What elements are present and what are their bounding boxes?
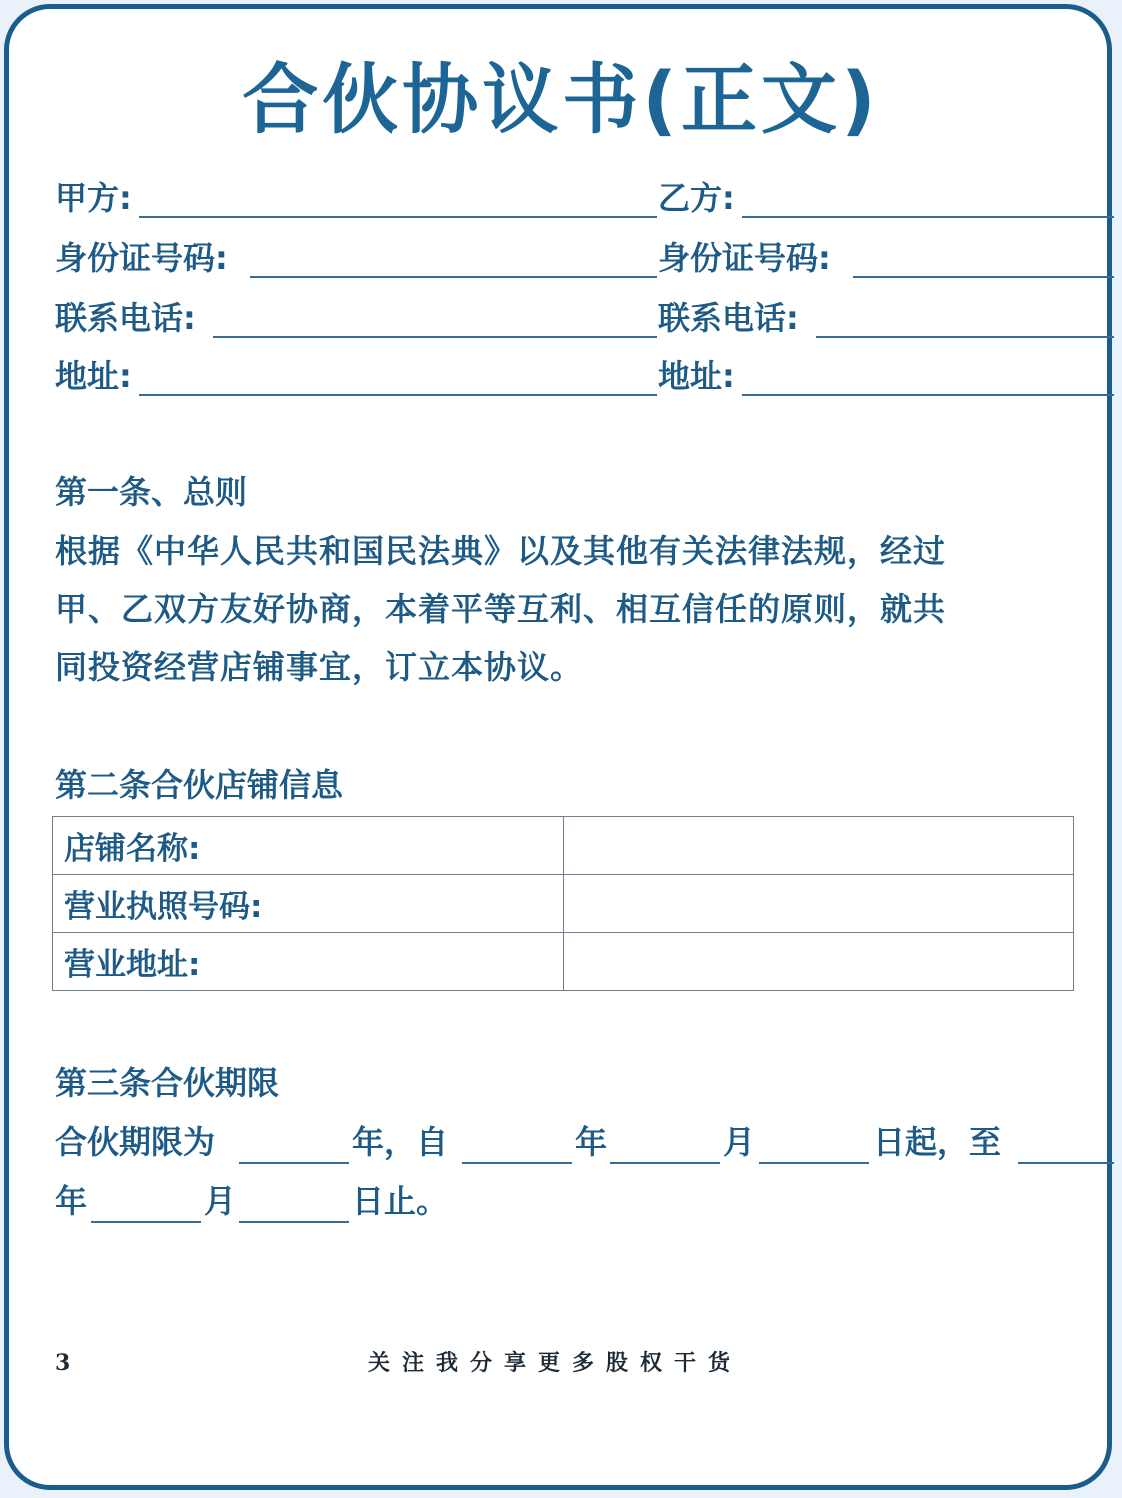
end-month-blank[interactable] xyxy=(91,1221,201,1223)
party-b-id-field[interactable] xyxy=(658,238,1114,278)
document-sheet xyxy=(4,4,1112,1490)
shop-name-label: 店铺名称: xyxy=(53,817,564,875)
business-address-value[interactable] xyxy=(564,933,1074,991)
article3-heading: 第三条合伙期限 xyxy=(55,1064,280,1102)
table-row xyxy=(53,875,1074,933)
shop-name-value[interactable] xyxy=(564,817,1074,875)
party-a-id-field[interactable] xyxy=(55,238,657,278)
party-a-phone-label: 联系电话: xyxy=(55,299,196,337)
party-a-phone-blank[interactable] xyxy=(213,336,657,338)
article1-body xyxy=(55,522,1065,696)
start-year-blank[interactable] xyxy=(462,1162,572,1164)
start-day-blank[interactable] xyxy=(759,1162,869,1164)
party-b-id-blank[interactable] xyxy=(853,276,1114,278)
party-b-phone-field[interactable] xyxy=(658,298,1114,338)
end-year-blank-a[interactable] xyxy=(1018,1162,1114,1164)
license-number-label: 营业执照号码: xyxy=(53,875,564,933)
end-year-unit: 年 xyxy=(55,1182,88,1220)
article1-heading: 第一条、总则 xyxy=(55,473,248,511)
table-row xyxy=(53,933,1074,991)
article1-line: 同投资经营店铺事宜，订立本协议。 xyxy=(55,648,584,686)
end-day-unit: 日止。 xyxy=(352,1182,449,1220)
article1-line: 根据《中华人民共和国民法典》以及其他有关法律法规，经过 xyxy=(55,532,947,570)
party-b-name-label: 乙方: xyxy=(658,179,735,217)
start-month-unit: 月 xyxy=(723,1123,756,1161)
term-years-blank[interactable] xyxy=(239,1162,349,1164)
party-b-name-field[interactable] xyxy=(658,178,1114,218)
end-month-unit: 月 xyxy=(204,1182,237,1220)
page-number: 3 xyxy=(55,1350,71,1376)
business-address-label: 营业地址: xyxy=(53,933,564,991)
shop-info-table xyxy=(52,816,1074,991)
party-a-name-label: 甲方: xyxy=(55,179,132,217)
footer-note: 关注我分享更多股权干货 xyxy=(368,1351,743,1376)
party-a-id-blank[interactable] xyxy=(250,276,657,278)
license-number-value[interactable] xyxy=(564,875,1074,933)
party-a-phone-field[interactable] xyxy=(55,298,657,338)
party-a-name-field[interactable] xyxy=(55,178,657,218)
end-day-blank[interactable] xyxy=(239,1221,349,1223)
term-prefix: 合伙期限为 xyxy=(55,1123,216,1161)
party-a-address-blank[interactable] xyxy=(139,394,657,396)
start-year-unit: 年 xyxy=(575,1123,608,1161)
start-month-blank[interactable] xyxy=(610,1162,720,1164)
party-b-phone-blank[interactable] xyxy=(816,336,1114,338)
party-a-id-label: 身份证号码: xyxy=(55,239,228,277)
party-a-name-blank[interactable] xyxy=(139,216,657,218)
party-b-id-label: 身份证号码: xyxy=(658,239,831,277)
article1-line: 甲、乙双方友好协商，本着平等互利、相互信任的原则，就共 xyxy=(55,590,947,628)
start-day-unit: 日起，至 xyxy=(873,1123,1002,1161)
party-b-address-blank[interactable] xyxy=(742,394,1114,396)
article2-heading: 第二条合伙店铺信息 xyxy=(55,766,344,804)
party-b-address-label: 地址: xyxy=(658,357,735,395)
term-years-unit: 年，自 xyxy=(352,1123,449,1161)
page-title: 合伙协议书(正文) xyxy=(242,55,880,144)
party-b-phone-label: 联系电话: xyxy=(658,299,799,337)
party-a-address-label: 地址: xyxy=(55,357,132,395)
party-a-address-field[interactable] xyxy=(55,356,657,396)
table-row xyxy=(53,817,1074,875)
party-b-address-field[interactable] xyxy=(658,356,1114,396)
party-b-name-blank[interactable] xyxy=(742,216,1114,218)
